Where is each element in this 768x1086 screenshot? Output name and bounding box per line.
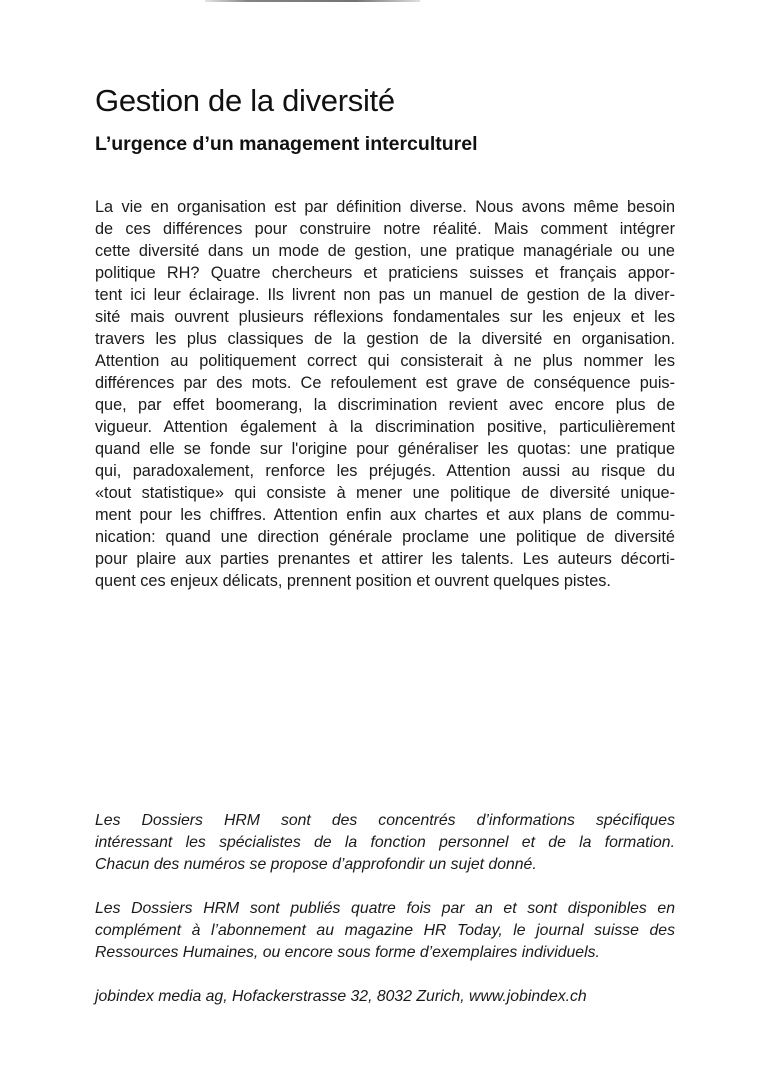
page-subtitle: L’urgence d’un management interculturel xyxy=(95,133,478,155)
text-line: ment pour les chiffres. Attention enfin aux chartes et aux plans de commu- xyxy=(95,506,675,524)
publisher-address: jobindex media ag, Hofackerstrasse 32, 8032 Zurich, www.jobindex.ch xyxy=(95,988,587,1005)
scan-edge-artifact xyxy=(205,0,420,2)
text-line: Ressources Humaines, ou encore sous forme d’exemplaires individuels. xyxy=(95,944,600,961)
text-line: Les Dossiers HRM sont publiés quatre fois par an et sont disponibles en xyxy=(95,900,675,917)
text-line: «tout statistique» qui consiste à mener une politique de diversité unique- xyxy=(95,484,675,502)
series-description xyxy=(95,810,675,876)
text-line: La vie en organisation est par définition diverse. Nous avons même besoin xyxy=(95,198,675,216)
text-line: nication: quand une direction générale proclame une politique de diversité xyxy=(95,528,675,546)
text-line: que, par effet boomerang, la discrimination revient avec encore plus de xyxy=(95,396,675,414)
text-line: politique RH? Quatre chercheurs et praticiens suisses et français appor- xyxy=(95,264,675,282)
text-line: sité mais ouvrent plusieurs réflexions fondamentales sur les enjeux et les xyxy=(95,308,675,326)
text-line: travers les plus classiques de la gestion de la diversité en organisation. xyxy=(95,330,675,348)
summary-paragraph xyxy=(95,196,675,592)
text-line: Les Dossiers HRM sont des concentrés d’informations spécifiques xyxy=(95,812,675,829)
text-line: cette diversité dans un mode de gestion, une pratique managériale ou une xyxy=(95,242,675,260)
text-line: Chacun des numéros se propose d’approfondir un sujet donné. xyxy=(95,856,537,873)
text-line: pour plaire aux parties prenantes et attirer les talents. Les auteurs décorti- xyxy=(95,550,675,568)
page-title: Gestion de la diversité xyxy=(95,83,395,118)
text-line: vigueur. Attention également à la discrimination positive, particulièrement xyxy=(95,418,675,436)
text-line: complément à l’abonnement au magazine HR Today, le journal suisse des xyxy=(95,922,675,939)
text-line: de ces différences pour construire notre réalité. Mais comment intégrer xyxy=(95,220,675,238)
publication-info xyxy=(95,898,675,964)
text-line: qui, paradoxalement, renforce les préjugés. Attention aussi au risque du xyxy=(95,462,675,480)
text-line: quent ces enjeux délicats, prennent position et ouvrent quelques pistes. xyxy=(95,572,611,590)
text-line: différences par des mots. Ce refoulement est grave de conséquence puis- xyxy=(95,374,675,392)
text-line: Attention au politiquement correct qui consisterait à ne plus nommer les xyxy=(95,352,675,370)
text-line: intéressant les spécialistes de la fonction personnel et de la formation. xyxy=(95,834,675,851)
text-line: tent ici leur éclairage. Ils livrent non pas un manuel de gestion de la diver- xyxy=(95,286,675,304)
text-line: quand elle se fonde sur l'origine pour généraliser les quotas: une pratique xyxy=(95,440,675,458)
